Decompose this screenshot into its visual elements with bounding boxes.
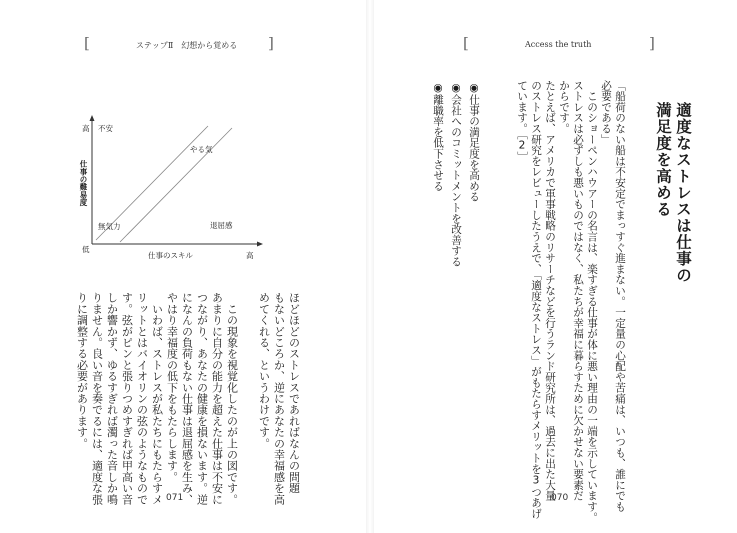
body-line: りに調整する必要があります。 — [75, 292, 89, 449]
body-line: いわば、ストレスが私たちにもたらすメ — [150, 292, 164, 505]
y-axis-high-label: 高 — [82, 124, 90, 133]
page-number-left: 071 — [166, 493, 184, 503]
header-bracket-open: [ — [463, 34, 469, 52]
x-axis-arrow-icon — [257, 242, 263, 247]
body-line: 必要である」 — [600, 80, 612, 145]
body-line: のストレス研究をレビューしたうえで、「適度なストレス」がもたらすメリットを3つあげ — [530, 80, 542, 519]
page-number-right: 070 — [551, 493, 569, 503]
bullet-item: ◉会社へのコミットメントを改善する — [450, 82, 462, 267]
header-bracket-close: ] — [268, 34, 274, 52]
origin-label: 低 — [82, 245, 90, 254]
region-motivation-label: やる気 — [190, 145, 213, 154]
body-line: めてくれる、というわけです。 — [257, 292, 271, 449]
x-axis-high-label: 高 — [246, 251, 254, 260]
body-line: たとえば、アメリカで軍事戦略のリサーチなどを行うランド研究所は、過去に出た大量 — [544, 80, 556, 502]
body-line: す。弦がピンと張りつめすぎれば甲高い音 — [120, 292, 134, 505]
body-line: もないどころか、逆にあなたの幸福感を高 — [272, 292, 286, 505]
body-line: やはり幸福度の低下をもたらします。 — [165, 292, 179, 483]
body-line: あまりに自分の能力を超えた仕事は不安に — [210, 292, 224, 505]
body-line: この現象を視覚化したのが上の図です。 — [225, 292, 239, 505]
bullet-item: ◉仕事の満足度を高める — [468, 82, 480, 203]
body-line: ほどほどのストレスであればなんの問題 — [287, 292, 301, 494]
bullet-item: ◉離職率を低下させる — [432, 82, 444, 192]
region-apathy-label: 無気力 — [98, 222, 121, 231]
body-line: りません。良い音を奏でるには、適度な張 — [90, 292, 104, 505]
y-axis-title: 仕事の難易度 — [79, 160, 88, 207]
left-page — [0, 0, 360, 533]
section-title-line-2: 満足度を高める — [654, 102, 672, 218]
y-axis-arrow-icon — [90, 115, 95, 121]
body-line: つながり、あなたの健康を損ないます。逆 — [195, 292, 209, 505]
region-anxiety-label: 不安 — [98, 124, 113, 133]
stress-skill-chart — [82, 112, 268, 262]
body-line: になんの負荷もない仕事は退屈感を生み、 — [180, 292, 194, 505]
body-line: ストレスは必ずしも悪いものではなく、私たちが幸福に暮らすために欠かせない要素だ — [572, 80, 584, 502]
running-header-left: ステップⅡ 幻想から覚める — [136, 41, 238, 50]
body-line: このショーペンハウアーの名言は、楽すぎる仕事が体に悪い理由の一端を示しています。 — [586, 80, 598, 523]
body-line: 「船荷のない船は不安定でまっすぐ進まない。一定量の心配や苦痛は、いつも、誰にでも — [614, 80, 626, 512]
body-line: ています。［2］ — [516, 80, 528, 163]
header-bracket-open: [ — [84, 34, 90, 52]
right-page — [377, 0, 737, 533]
body-line: しか響かず、ゆるすぎれば濁った音しか鳴 — [105, 292, 119, 505]
header-bracket-close: ] — [649, 34, 655, 52]
book-gutter — [366, 0, 374, 533]
region-boredom-label: 退屈感 — [210, 221, 233, 230]
section-title-line-1: 適度なストレスは仕事の — [674, 102, 692, 284]
running-header-right: Access the truth — [525, 40, 592, 49]
x-axis-title: 仕事のスキル — [148, 251, 193, 260]
body-line: リットとはバイオリンの弦のようなもので — [135, 292, 149, 505]
body-line: からです。 — [558, 80, 570, 134]
